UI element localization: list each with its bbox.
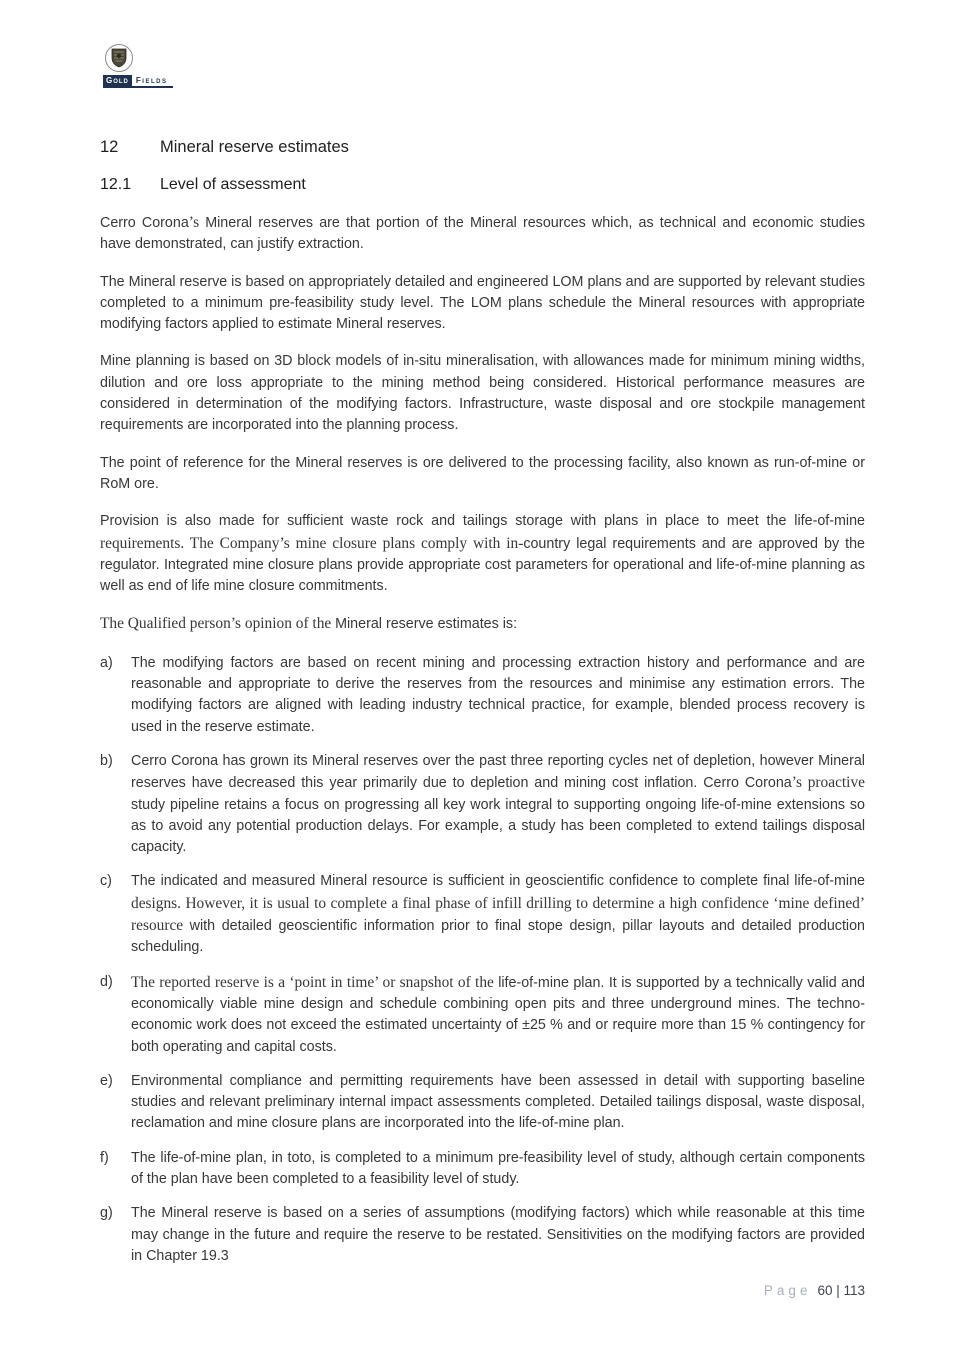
section-heading (100, 138, 865, 157)
text-segment: designs. However, it is usual to complete a final phase of infill drilling to determine a high confidence ‘mine defined’ resource (131, 894, 865, 935)
list-item-letter: g) (100, 1205, 113, 1222)
text-segment: requirements. The Company’s mine closure plans comply with in- (100, 534, 524, 552)
paragraph (100, 453, 865, 496)
list-item-letter: b) (100, 752, 113, 769)
paragraph (100, 272, 865, 336)
text-segment: The Mineral reserve is based on appropriately detailed and engineered LOM plans and are supported by relevant studies completed to a minimum pre-feasibility study level. The LOM plans schedule the Mineral resources with appropriate modifying factors applied to estimate Mineral reserves. (100, 273, 865, 333)
text-segment: country legal requirements and are approved by the regulator. Integrated mine closure plans provide appropriate cost parameters for operational and life-of-mine planning as well as end of life mine closure commitments. (100, 535, 865, 595)
text-segment: ’s proactive (791, 774, 865, 792)
list-item-text (131, 972, 865, 1058)
text-segment: Provision is also made for sufficient waste rock and tailings storage with plans in place to meet the life-of-mine (100, 513, 865, 530)
list-item-text (131, 653, 865, 738)
text-segment: Cerro Corona (100, 215, 189, 231)
paragraphs-block (100, 212, 865, 636)
list-item-text (131, 751, 865, 858)
text-segment: The reported reserve is a ‘point in time’ or snapshot of the (131, 973, 499, 991)
list-item-text (131, 1203, 865, 1267)
text-segment: The point of reference for the Mineral reserves is ore delivered to the processing facility, also known as run-of-mine or RoM ore. (100, 454, 865, 492)
subsection-heading (100, 176, 865, 194)
section-number: 12 (100, 138, 119, 156)
list-item-text (131, 1071, 865, 1135)
subsection-title: Level of assessment (160, 176, 306, 193)
qualified-person-opinion-list (100, 653, 865, 1267)
logo-wordmark-gold: Gold (103, 75, 132, 86)
logo-wordmark (103, 75, 173, 88)
text-segment: Mineral reserves are that portion of the Mineral resources which, as technical and economic studies have demonstrated, can justify extraction. (100, 215, 865, 253)
text-segment: study pipeline retains a focus on progressing all key work integral to supporting ongoing life-of-mine extensions so as to avoid any potential production delays. For example, a study has been completed to extend tailings disposal capacity. (131, 796, 865, 856)
paragraph (100, 613, 865, 635)
text-segment: The indicated and measured Mineral resource is sufficient in geoscientific confidence to complete final life-of-mine (131, 873, 865, 890)
text-segment: ’s (188, 214, 200, 231)
text-segment: with detailed geoscientific information prior to final stope design, pillar layouts and detailed production scheduling. (131, 918, 865, 956)
paragraph (100, 212, 865, 256)
text-segment: Mine planning is based on 3D block models of in-situ mineralisation, with allowances made for minimum mining widths, dilution and ore loss appropriate to the mining method being considered. Historical performance measures are considered in determination of the modifying factors. Infrastructure, waste disposal and ore stockpile management requirements are incorporated into the planning process. (100, 353, 865, 434)
list-item-letter: a) (100, 654, 113, 671)
text-segment: Mineral reserve estimates is: (335, 616, 518, 633)
list-item (100, 751, 865, 858)
text-segment: Environmental compliance and permitting requirements have been assessed in detail with supporting baseline studies and relevant preliminary internal impact assessments completed. Detailed tailings disposal, waste disposal, reclamation and mine closure plans are incorporated into the life-of-mine plan. (131, 1072, 865, 1132)
paragraph (100, 351, 865, 436)
gold-fields-logo (103, 44, 175, 88)
text-segment: The modifying factors are based on recent mining and processing extraction history and performance and are reasonable and appropriate to derive the reserves from the resources and minimise any estimation errors. The modifying factors are aligned with leading industry technical practice, for example, blended process recovery is used in the reserve estimate. (131, 654, 865, 735)
list-item (100, 972, 865, 1058)
list-item-letter: c) (100, 873, 112, 890)
list-item (100, 871, 865, 958)
subsection-number: 12.1 (100, 176, 132, 193)
text-segment: Cerro Corona has grown its Mineral reserves over the past three reporting cycles net of depletion, however Mineral reserves have decreased this year primarily due to depletion and mining cost inflation. Cerro Corona (131, 752, 865, 792)
logo-wordmark-fields: Fields (132, 75, 170, 86)
page-label: Page (763, 1283, 812, 1298)
list-item-text (131, 1148, 865, 1191)
list-item-letter: e) (100, 1072, 113, 1089)
list-item (100, 1203, 865, 1267)
list-item (100, 653, 865, 738)
list-item (100, 1071, 865, 1135)
section-title: Mineral reserve estimates (160, 138, 349, 156)
text-segment: The Mineral reserve is based on a series of assumptions (modifying factors) which while reasonable at this time may change in the future and require the reserve to be restated. Sensitivities on the modifying factors are provided in Chapter 19.3 (131, 1205, 865, 1264)
shield-crest-icon (105, 44, 133, 72)
document-content (100, 138, 865, 1280)
page-footer (764, 1283, 865, 1298)
list-item-text (131, 871, 865, 958)
list-item-letter: f) (100, 1149, 109, 1166)
text-segment: The Qualified person’s opinion of the (100, 615, 336, 633)
list-item (100, 1148, 865, 1191)
paragraph (100, 511, 865, 597)
text-segment: The life-of-mine plan, in toto, is completed to a minimum pre-feasibility level of study, although certain components of the plan have been completed to a feasibility level of study. (131, 1149, 865, 1187)
text-segment: life-of-mine plan. It is supported by a technically valid and economically viable mine design and schedule combining open pits and three underground mines. The techno-economic work does not exceed the estimated uncertainty of ±25 % and or require more than 15 % contingency for both operating and capital costs. (131, 974, 865, 1055)
page-number: 60 | 113 (817, 1283, 865, 1298)
list-item-letter: d) (100, 973, 113, 990)
